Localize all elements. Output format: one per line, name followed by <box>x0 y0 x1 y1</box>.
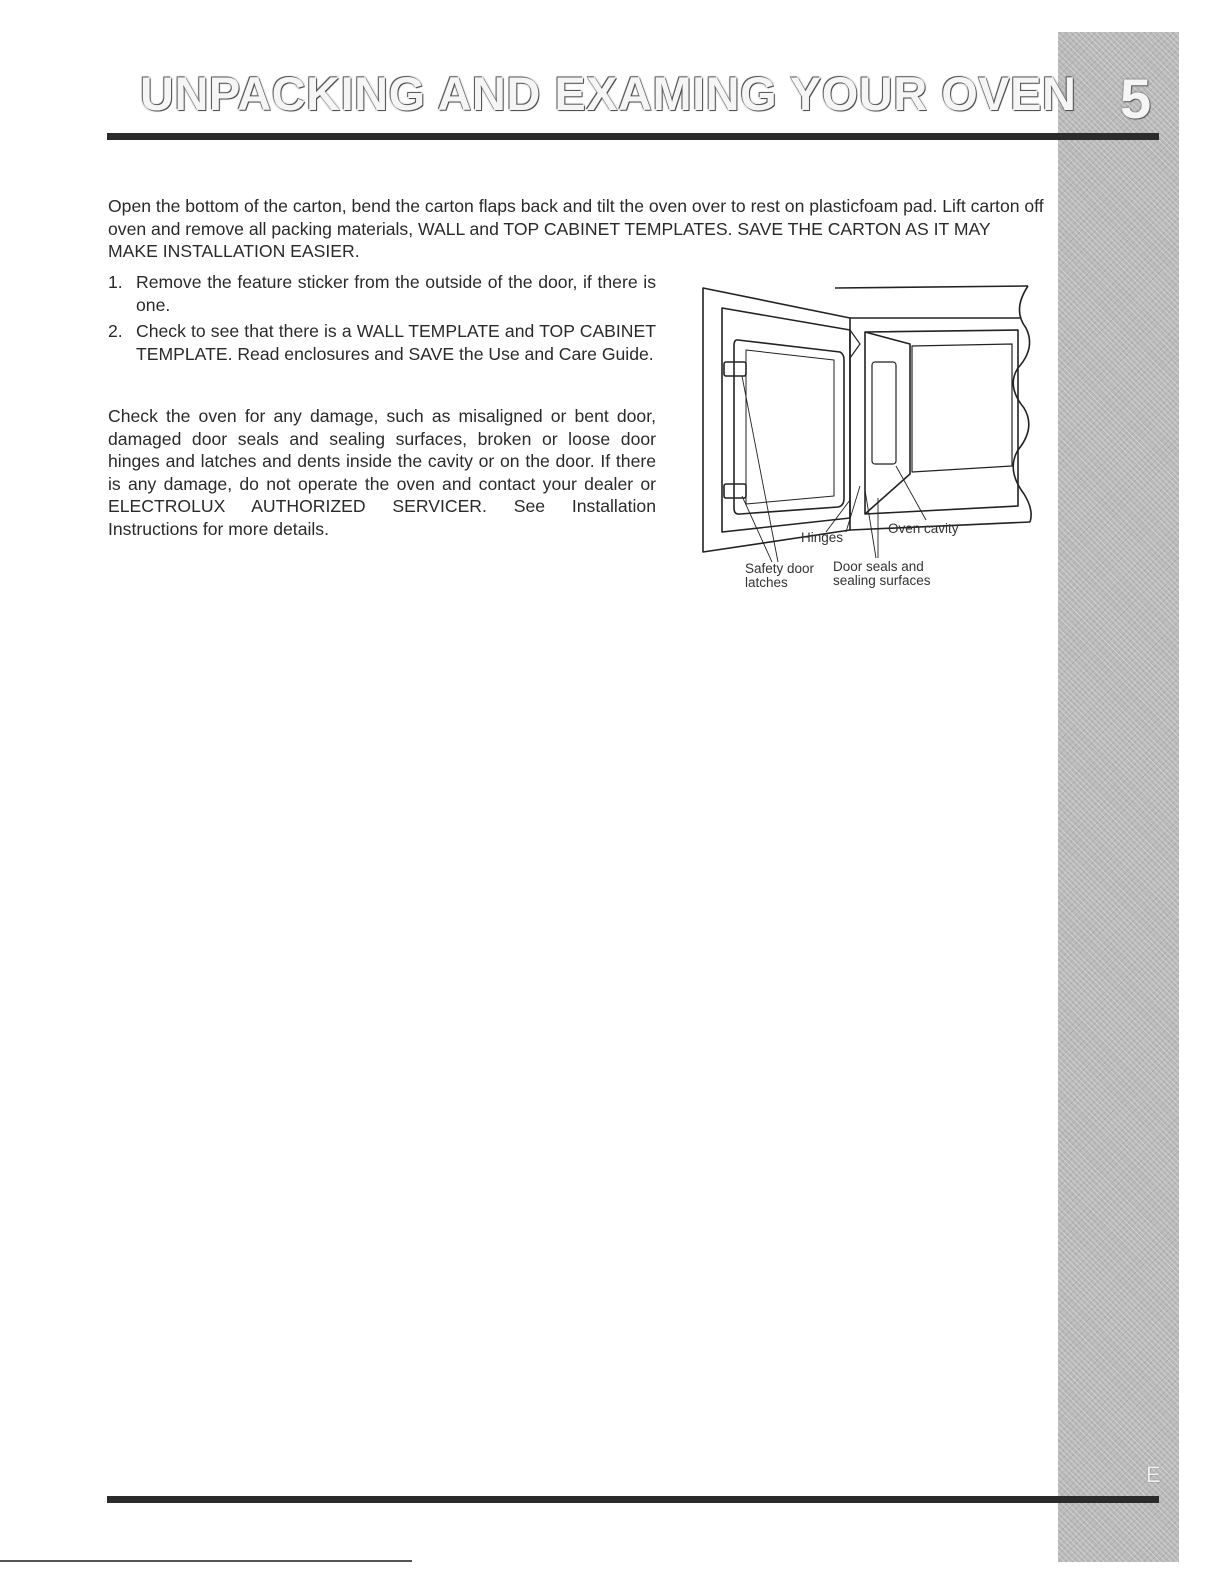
oven-illustration <box>700 270 1040 570</box>
scan-edge-line <box>0 1560 412 1562</box>
hinges-label: Hinges <box>801 530 844 545</box>
label-line: sealing surfaces <box>833 573 931 588</box>
step-number: 1. <box>108 272 123 292</box>
list-item <box>108 271 656 316</box>
label-line: Door seals and <box>833 559 924 574</box>
footer-rule <box>107 1496 1159 1503</box>
door-seals-label <box>833 560 931 588</box>
list-item <box>108 320 656 365</box>
page-title: UNPACKING AND EXAMING YOUR OVEN <box>140 67 1077 120</box>
safety-door-latches-label <box>745 562 814 590</box>
oven-diagram <box>700 270 1040 600</box>
header-rule <box>107 133 1159 140</box>
intro-paragraph: Open the bottom of the carton, bend the carton flaps back and tilt the oven over to rest on plasticfoam pad. Lift carton off oven and remove all packing materials, WALL and TOP CABINET TEMPLATES. SAVE THE CARTON AS IT MAY MAKE INSTALLATION EASIER. <box>108 196 1044 261</box>
step-text: Remove the feature sticker from the outside of the door, if there is one. <box>136 272 656 315</box>
side-tab <box>1058 32 1179 1562</box>
steps-list <box>108 271 656 369</box>
step-text: Check to see that there is a WALL TEMPLATE and TOP CABINET TEMPLATE. Read enclosures and SAVE the Use and Care Guide. <box>136 321 656 364</box>
oven-cavity-label: Oven cavity <box>888 521 959 536</box>
step-number: 2. <box>108 321 123 341</box>
damage-check-paragraph: Check the oven for any damage, such as misaligned or bent door, damaged door seals and sealing surfaces, broken or loose door hinges and latches and dents inside the cavity or on the door. If there is any damage, do not operate the oven and contact your dealer or ELECTROLUX AUTHORIZED SERVICER. See Installation Instructions for more details. <box>108 406 656 539</box>
label-line: latches <box>745 575 788 590</box>
page-number: 5 <box>1120 67 1152 130</box>
label-line: Safety door <box>745 561 815 576</box>
language-tab-letter: E <box>1146 1462 1161 1487</box>
